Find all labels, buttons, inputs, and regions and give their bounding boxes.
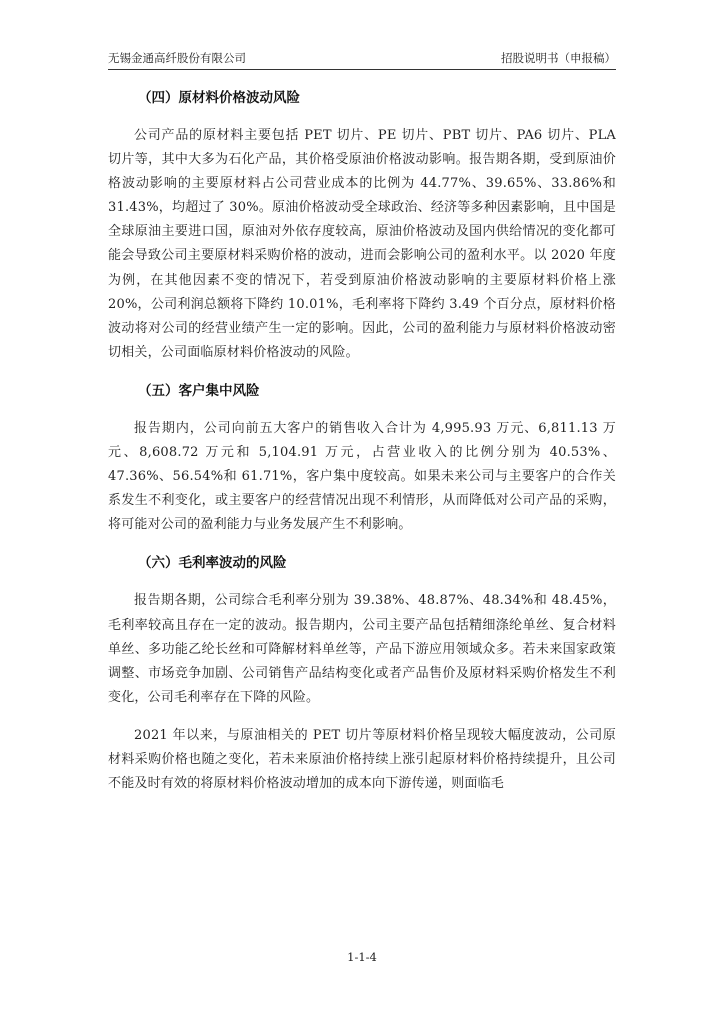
section-title-customer-concentration-risk: （五）客户集中风险 [138,382,260,399]
paragraph-raw-material-risk: 公司产品的原材料主要包括 PET 切片、PE 切片、PBT 切片、PA6 切片、PLA 切片等，其中大多为石化产品，其价格受原油价格波动影响。报告期各期，受到原油价格波动影响的主要原材料占公司营业成本的比例为 44.77%、39.65%、33.86%和 31.43%，均超过了 30%。原油价格波动受全球政治、经济等多种因素影响，且中国是全球原油主要进口国，原油对外依存度较高，原油价格波动及国内供给情况的变化都可能会导致公司主要原材料采购价格的波动，进而会影响公司的盈利水平。以 2020 年度为例，在其他因素不变的情况下，若受到原油价格波动影响的主要原材料价格上涨 20%，公司利润总额将下降约 10.01%，毛利率将下降约 3.49 个百分点，原材料价格波动将对公司的经营业绩产生一定的影响。因此，公司的盈利能力与原材料价格波动密切相关，公司面临原材料价格波动的风险。 [108,128,616,360]
paragraph-customer-concentration-risk: 报告期内，公司向前五大客户的销售收入合计为 4,995.93 万元、6,811.13 万元、8,608.72 万元和 5,104.91 万元，占营业收入的比例分别为 40.53%、47.36%、56.54%和 61.71%，客户集中度较高。如果未来公司与主要客户的合作关系发生不利变化，或主要客户的经营情况出现不利情形，从而降低对公司产品的采购，将可能对公司的盈利能力与业务发展产生不利影响。 [108,420,616,533]
document-body [108,86,616,810]
section-title-raw-material-risk: （四）原材料价格波动风险 [138,90,300,106]
header-divider [108,69,616,70]
header-company-name: 无锡金通高纤股份有限公司 [108,51,246,65]
header-document-title: 招股说明书（申报稿） [501,51,616,65]
paragraph-gross-margin-risk-continued: 2021 年以来，与原油相关的 PET 切片等原材料价格呈现较大幅度波动，公司原材料采购价格也随之变化，若未来原油价格持续上涨引起原材料价格持续提升，且公司不能及时有效的将原材料价格波动增加的成本向下游传递，则面临毛 [108,727,616,792]
section-title-gross-margin-risk: （六）毛利率波动的风险 [138,555,287,572]
paragraph-gross-margin-risk: 报告期各期，公司综合毛利率分别为 39.38%、48.87%、48.34%和 48.45%，毛利率较高且存在一定的波动。报告期内，公司主要产品包括精细涤纶单丝、复合材料单丝、多功能乙纶长丝和可降解材料单丝等，产品下游应用领域众多。若未来国家政策调整、市场竞争加剧、公司销售产品结构变化或者产品售价及原材料采购价格发生不利变化，公司毛利率存在下降的风险。 [108,593,616,705]
page-number: 1-1-4 [347,950,377,964]
page-header [108,50,616,66]
